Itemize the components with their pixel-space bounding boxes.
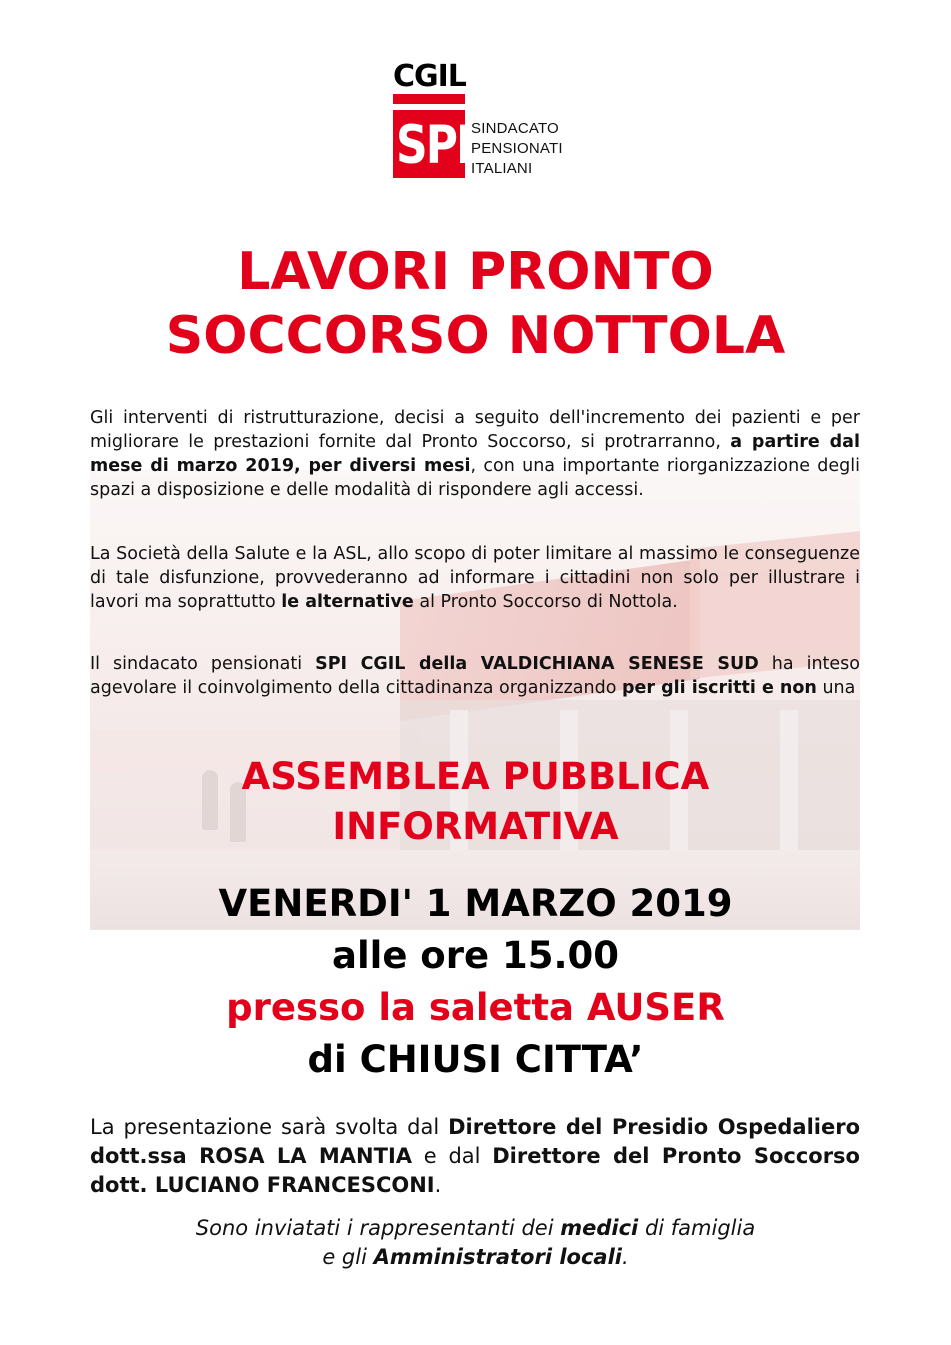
paragraph-interventions <box>90 406 860 502</box>
logo-spi-box <box>393 94 471 178</box>
assembly-heading <box>0 752 951 852</box>
paragraph-text: e dal <box>412 1144 493 1168</box>
page-title <box>0 240 951 368</box>
logo-spi-bar <box>393 104 465 110</box>
paragraph-text: La presentazione sarà svolta dal <box>90 1115 449 1139</box>
paragraph-text: ha inteso agevolare il coinvolgimento della cittadinanza organizzando <box>90 654 860 698</box>
logo-subtitle-line: ITALIANI <box>471 160 533 177</box>
invitation-line <box>0 1243 951 1272</box>
page-title-line: LAVORI PRONTO <box>237 242 714 302</box>
invitation-text: Sono inviatati i rappresentanti dei <box>195 1216 561 1240</box>
assembly-heading-line: ASSEMBLEA PUBBLICA <box>241 755 710 798</box>
assembly-heading-line: INFORMATIVA <box>332 805 619 848</box>
page-title-line: SOCCORSO NOTTOLA <box>165 306 786 366</box>
paragraph-bold-text: per gli iscritti e non <box>622 678 817 698</box>
paragraph-bold-text: SPI CGIL della VALDICHIANA SENESE SUD <box>315 654 759 674</box>
paragraph-asl <box>90 542 860 614</box>
presentation-paragraph <box>90 1113 860 1200</box>
paragraph-bold-text: a partire dal mese di marzo 2019, per diversi mesi <box>90 432 860 476</box>
invitation-text: e gli <box>322 1245 374 1269</box>
paragraph-text: una <box>816 678 856 698</box>
invitation-text: di famiglia <box>638 1216 756 1240</box>
paragraph-text: Gli interventi di ristrutturazione, decisi a seguito dell'incremento dei pazienti e per migliorare le prestazioni fornite dal Pronto Soccorso, si protrarranno, <box>90 408 860 452</box>
paragraph-bold-text: Direttore del Presidio Ospedaliero dott.ssa ROSA LA MANTIA <box>90 1115 860 1168</box>
event-place: presso la saletta AUSER <box>226 986 725 1029</box>
paragraph-union <box>90 652 860 700</box>
paragraph-text: , con una importante riorganizzazione degli spazi a disposizione e delle modalità di rispondere agli accessi. <box>90 456 860 500</box>
paragraph-text: La Società della Salute e la ASL, allo scopo di poter limitare al massimo le conseguenze di tale disfunzione, provvederanno ad informare i cittadini non solo per illustrare i lavori ma soprattutto <box>90 544 860 612</box>
paragraph-bold-text: Direttore del Pronto Soccorso dott. LUCIANO FRANCESCONI <box>90 1144 860 1197</box>
logo-subtitle-line: SINDACATO <box>471 120 559 137</box>
event-time: alle ore 15.00 <box>332 934 619 977</box>
logo-subtitle-line: PENSIONATI <box>471 140 563 157</box>
logo-subtitle <box>471 119 563 179</box>
event-town: di CHIUSI CITTA’ <box>307 1038 644 1081</box>
invitation-line <box>0 1214 951 1243</box>
invitation-bold-text: Amministratori locali <box>373 1245 622 1269</box>
invitation-text: . <box>622 1245 629 1269</box>
invitation-note <box>0 1214 951 1272</box>
event-date: VENERDI' 1 MARZO 2019 <box>218 882 733 925</box>
logo-spi-text: SPI <box>396 114 471 176</box>
paragraph-text: . <box>434 1173 442 1197</box>
background-hospital-photo <box>90 470 860 930</box>
logo-cgil-text: CGIL <box>393 59 466 94</box>
invitation-bold-text: medici <box>560 1216 639 1240</box>
paragraph-text: Il sindacato pensionati <box>90 654 316 674</box>
paragraph-bold-text: le alternative <box>281 592 414 612</box>
cgil-spi-logo <box>393 59 563 180</box>
paragraph-text: al Pronto Soccorso di Nottola. <box>413 592 678 612</box>
